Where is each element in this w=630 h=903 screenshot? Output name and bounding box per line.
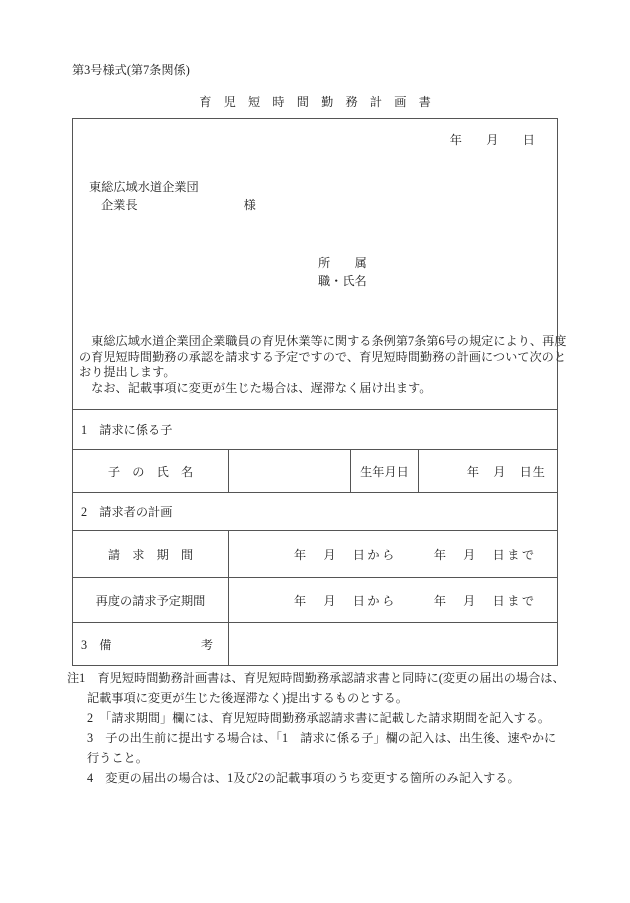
re-request-period-to: 年 月 日まで — [433, 593, 537, 608]
request-period-label-cell — [73, 531, 228, 577]
birthdate-value-cell — [418, 450, 557, 492]
letter-body-line: おり提出します。 — [79, 365, 176, 379]
remarks-label-number: 3 備 — [81, 637, 112, 652]
request-period-value-cell — [228, 531, 557, 577]
child-name-input-cell — [228, 450, 350, 492]
child-row — [73, 449, 557, 492]
re-request-period-label-cell — [73, 578, 228, 622]
addressee-title: 企業長 — [101, 198, 138, 212]
birthdate-value: 年 月 日生 — [466, 464, 546, 479]
child-name-label-cell — [73, 450, 228, 492]
birthdate-label-cell — [350, 450, 418, 492]
remarks-label-cell — [73, 623, 228, 665]
request-period-to: 年 月 日まで — [433, 547, 537, 562]
form-number: 第3号様式(第7条関係) — [72, 63, 190, 77]
addressee-honorific: 様 — [243, 198, 256, 212]
remarks-label-tail: 考 — [200, 637, 213, 652]
request-period-label: 請 求 期 間 — [107, 547, 194, 562]
note-line-2: 記載事項に変更が生じた後遅滞なく)提出するものとする。 — [87, 691, 408, 705]
addressee-organization: 東総広域水道企業団 — [89, 180, 199, 194]
note-line-4: 3 子の出生前に提出する場合は、「1 請求に係る子」欄の記入は、出生後、速やかに — [87, 731, 557, 745]
remarks-row — [73, 622, 557, 665]
child-name-label: 子 の 氏 名 — [107, 464, 194, 479]
re-request-period-row — [73, 577, 557, 622]
letter-body — [79, 334, 567, 396]
note-line-1: 注1 育児短時間勤務計画書は、育児短時間勤務承認請求書と同時に(変更の届出の場合は、 — [67, 671, 565, 685]
sender-block — [318, 254, 391, 290]
section-1-heading: 1 請求に係る子 — [81, 423, 173, 437]
request-period-row — [73, 530, 557, 577]
letter-body-line: 東総広域水道企業団企業職員の育児休業等に関する条例第7条第6号の規定により、再度 — [79, 334, 567, 348]
date-line: 年 月 日 — [449, 133, 535, 147]
birthdate-label: 生年月日 — [360, 464, 409, 479]
request-period-from: 年 月 日から — [294, 547, 397, 562]
letter-body-line: の育児短時間勤務の承認を請求する予定ですので、育児短時間勤務の計画について次のと — [79, 349, 567, 364]
section-2-heading-row — [73, 492, 557, 530]
note-line-5: 行うこと。 — [87, 751, 148, 765]
re-request-period-value-cell — [228, 578, 557, 622]
document-title: 育 児 短 時 間 勤 務 計 画 書 — [199, 95, 431, 109]
re-request-period-from: 年 月 日から — [294, 593, 397, 608]
addressee-block — [89, 178, 256, 214]
letter-body-line: なお、記載事項に変更が生じた場合は、遅滞なく届け出ます。 — [79, 380, 432, 395]
form-main-box — [72, 118, 567, 666]
sender-affiliation-label: 所属 — [318, 256, 392, 270]
notes-block — [67, 668, 567, 788]
re-request-period-label: 再度の請求予定期間 — [95, 593, 206, 608]
section-2-heading: 2 請求者の計画 — [81, 505, 173, 519]
addressee-title-line — [89, 196, 256, 214]
note-line-6: 4 変更の届出の場合は、1及び2の記載事項のうち変更する箇所のみ記入する。 — [87, 771, 520, 785]
sender-name-label: 職・氏名 — [318, 274, 367, 288]
note-line-3: 2 「請求期間」欄には、育児短時間勤務承認請求書に記載した請求期間を記入する。 — [87, 711, 551, 725]
letter-area — [73, 119, 567, 409]
section-1-heading-row — [73, 409, 557, 449]
remarks-input-cell — [228, 623, 557, 665]
